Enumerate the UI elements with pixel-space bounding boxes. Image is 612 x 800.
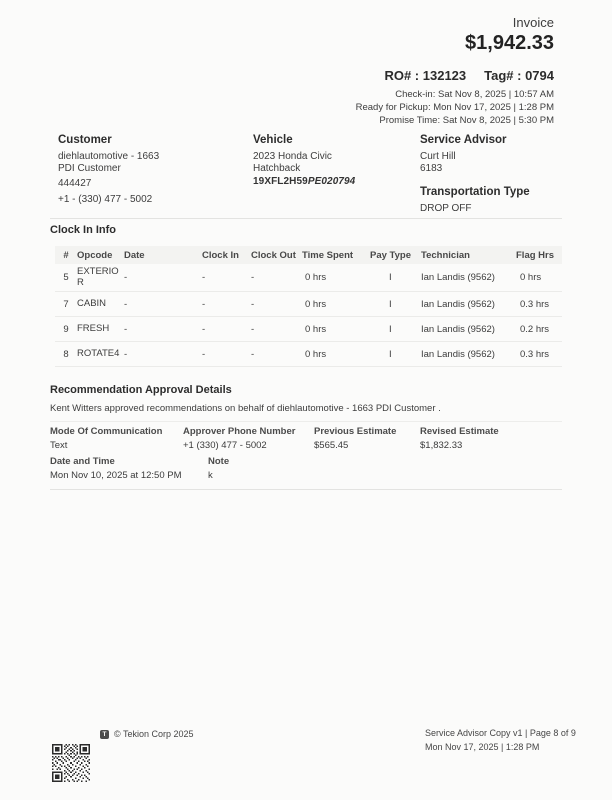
- table-row: [55, 317, 562, 342]
- row-technician: Ian Landis (9562): [421, 323, 495, 335]
- service-advisor-name: Curt Hill: [420, 151, 456, 162]
- vehicle-model: 2023 Honda Civic: [253, 151, 332, 162]
- row-time-spent: 0 hrs: [305, 298, 327, 310]
- col-header-time-spent: Time Spent: [302, 249, 354, 261]
- qr-code-icon: [52, 744, 90, 782]
- row-opcode: FRESH: [77, 322, 110, 334]
- row-date: -: [124, 348, 128, 360]
- field-value: Mon Nov 10, 2025 at 12:50 PM: [50, 470, 182, 481]
- row-num: 7: [63, 298, 69, 310]
- row-num: 5: [63, 272, 69, 283]
- customer-id: 444427: [58, 178, 92, 189]
- vehicle-title: Vehicle: [253, 134, 293, 146]
- row-clock-in: -: [202, 323, 206, 335]
- table-row: [55, 264, 562, 292]
- footer-page-info: [425, 727, 576, 754]
- row-num: 9: [63, 323, 69, 335]
- clock-in-title: Clock In Info: [50, 224, 116, 236]
- vehicle-body-style: Hatchback: [253, 162, 301, 174]
- field-note: [208, 456, 229, 482]
- field-value: +1 (330) 477 - 5002: [183, 440, 267, 451]
- col-header-opcode: Opcode: [77, 249, 113, 261]
- checkin-time: Check-in: Sat Nov 8, 2025 | 10:57 AM: [395, 89, 554, 100]
- printed-datetime: Mon Nov 17, 2025 | 1:28 PM: [425, 741, 540, 752]
- col-header-date: Date: [124, 249, 145, 261]
- row-technician: Ian Landis (9562): [421, 298, 495, 310]
- service-advisor-title: Service Advisor: [420, 134, 507, 146]
- customer-name: diehlautomotive - 1663 PDI Customer: [58, 151, 160, 174]
- clock-in-table-header: [55, 246, 562, 264]
- row-time-spent: 0 hrs: [305, 272, 327, 283]
- row-pay-type: I: [389, 298, 392, 310]
- vehicle-block: [253, 133, 393, 188]
- row-date: -: [124, 323, 128, 335]
- transportation-value: DROP OFF: [420, 203, 472, 214]
- customer-block: [58, 133, 178, 205]
- field-mode-of-communication: [50, 426, 162, 452]
- row-num: 8: [63, 348, 69, 360]
- field-revised-estimate: [420, 426, 499, 452]
- vin-italic: PE020794: [307, 176, 356, 187]
- col-header-technician: Technician: [421, 249, 470, 261]
- field-label: Mode Of Communication: [50, 426, 163, 437]
- tekion-logo-icon: T: [100, 730, 109, 739]
- field-label: Date and Time: [50, 456, 115, 467]
- ready-for-pickup-time: Ready for Pickup: Mon Nov 17, 2025 | 1:28 PM: [355, 102, 554, 114]
- row-time-spent: 0 hrs: [305, 323, 327, 335]
- copy-version-page: Service Advisor Copy v1 | Page 8 of 9: [425, 728, 576, 738]
- col-header-clock-in: Clock In: [202, 249, 239, 261]
- ro-number: RO# : 132123: [384, 68, 467, 83]
- clock-in-table: [55, 246, 562, 367]
- bottom-divider: [50, 489, 562, 490]
- row-clock-out: -: [251, 298, 255, 310]
- approval-statement: Kent Witters approved recommendations on behalf of diehlautomotive - 1663 PDI Customer .: [50, 403, 441, 414]
- row-pay-type: I: [389, 272, 392, 283]
- invoice-header: [356, 15, 554, 128]
- field-date-and-time: [50, 456, 182, 482]
- copyright-text: © Tekion Corp 2025: [114, 729, 194, 739]
- row-clock-in: -: [202, 348, 206, 360]
- col-header-clock-out: Clock Out: [251, 249, 296, 261]
- recommendation-title: Recommendation Approval Details: [50, 384, 232, 396]
- service-advisor-id: 6183: [420, 162, 443, 174]
- tag-number: Tag# : 0794: [484, 68, 554, 83]
- invoice-label: Invoice: [512, 15, 554, 30]
- field-value: Text: [50, 440, 68, 451]
- row-pay-type: I: [389, 323, 392, 335]
- vehicle-vin: [253, 176, 393, 188]
- row-flag-hrs: 0.2 hrs: [520, 323, 550, 335]
- table-row: [55, 342, 562, 367]
- row-clock-out: -: [251, 272, 255, 283]
- field-value: k: [208, 470, 213, 481]
- row-technician: Ian Landis (9562): [421, 272, 495, 283]
- col-header-num: #: [63, 249, 69, 261]
- field-label: Note: [208, 456, 230, 467]
- field-label: Previous Estimate: [314, 426, 397, 437]
- field-label: Approver Phone Number: [183, 426, 296, 437]
- row-technician: Ian Landis (9562): [421, 348, 495, 360]
- invoice-dates: [356, 88, 554, 128]
- field-value: $565.45: [314, 440, 349, 451]
- ro-tag-line: [356, 68, 554, 84]
- row-clock-in: -: [202, 298, 206, 310]
- table-row: [55, 292, 562, 317]
- field-label: Revised Estimate: [420, 426, 499, 437]
- customer-phone: +1 - (330) 477 - 5002: [58, 193, 153, 205]
- row-opcode: CABIN: [77, 297, 107, 309]
- transportation-block: [420, 185, 570, 215]
- row-pay-type: I: [389, 348, 392, 360]
- row-clock-out: -: [251, 323, 255, 335]
- row-flag-hrs: 0 hrs: [520, 272, 542, 283]
- row-opcode: EXTERIOR: [77, 266, 119, 288]
- section-divider-top: [50, 218, 562, 219]
- row-opcode: ROTATE4: [77, 347, 120, 359]
- transportation-title: Transportation Type: [420, 186, 530, 198]
- row-date: -: [124, 298, 128, 310]
- vin-plain: 19XFL2H59: [253, 176, 308, 187]
- row-clock-in: -: [202, 272, 206, 283]
- row-clock-out: -: [251, 348, 255, 360]
- col-header-flag-hrs: Flag Hrs: [516, 249, 555, 261]
- field-value: $1,832.33: [420, 440, 463, 451]
- service-advisor-block: [420, 133, 570, 215]
- field-previous-estimate: [314, 426, 396, 452]
- col-header-pay-type: Pay Type: [370, 249, 412, 261]
- copyright-row: [100, 729, 194, 739]
- row-flag-hrs: 0.3 hrs: [520, 298, 550, 310]
- customer-title: Customer: [58, 134, 112, 146]
- row-flag-hrs: 0.3 hrs: [520, 348, 550, 360]
- recommendation-divider: [50, 421, 562, 422]
- row-time-spent: 0 hrs: [305, 348, 327, 360]
- invoice-amount: $1,942.33: [465, 32, 554, 54]
- promise-time: Promise Time: Sat Nov 8, 2025 | 5:30 PM: [379, 115, 554, 127]
- field-approver-phone: [183, 426, 295, 452]
- row-date: -: [124, 272, 128, 283]
